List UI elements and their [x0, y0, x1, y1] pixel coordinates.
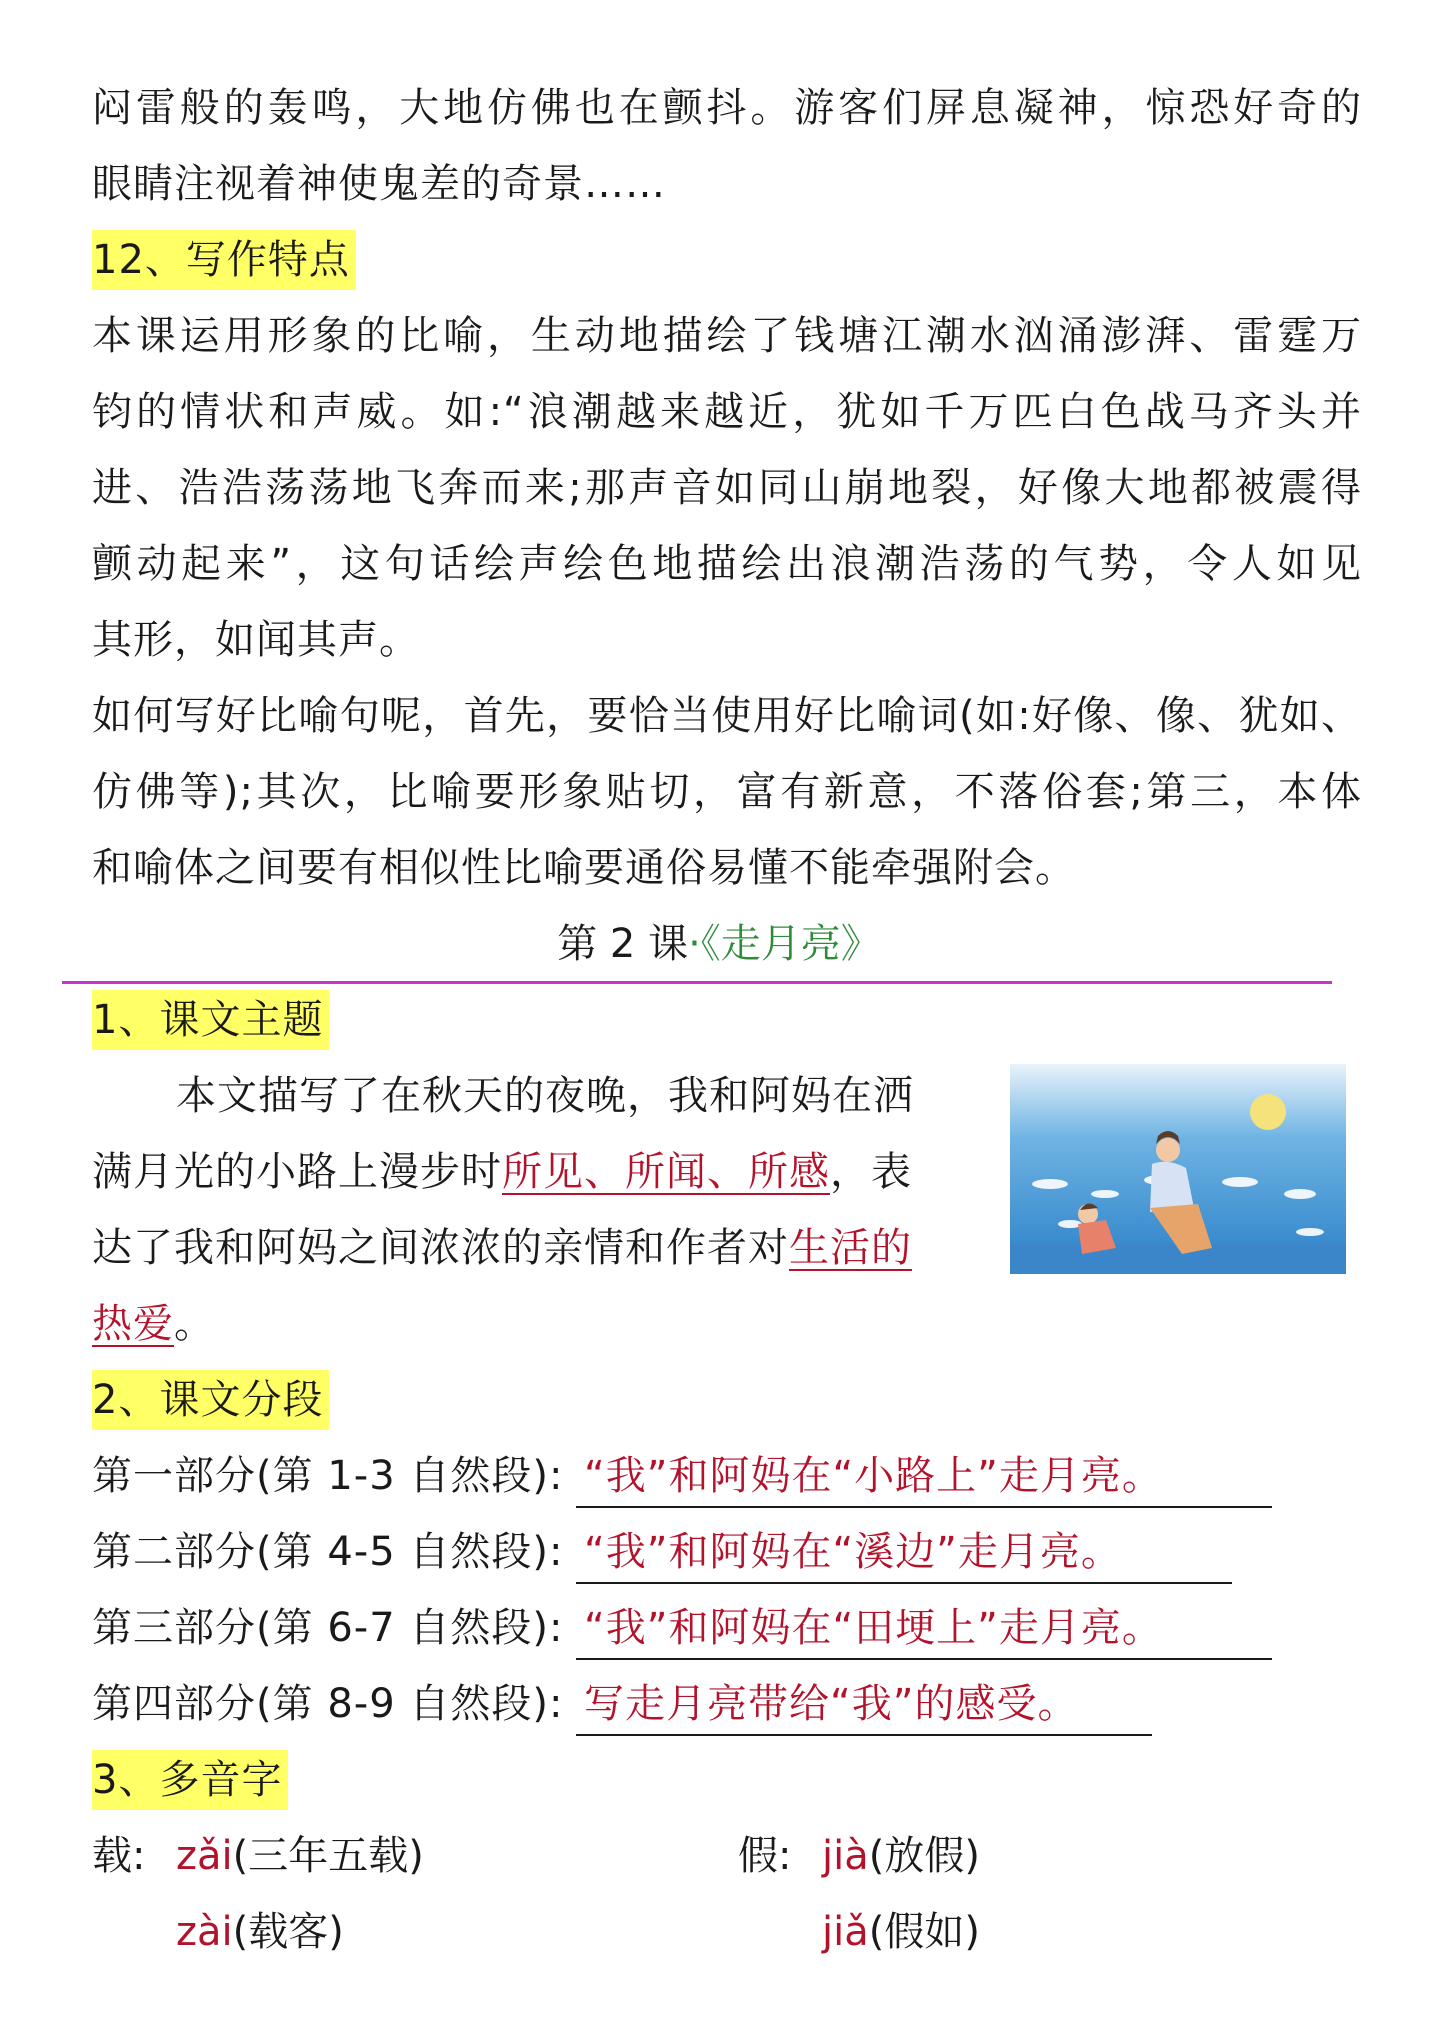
moon-icon — [1250, 1094, 1286, 1130]
theme-line-1: 本文描写了在秋天的夜晚，我和阿妈在洒 — [176, 1073, 914, 1119]
lesson-name: 《走月亮》 — [700, 921, 881, 967]
heading-highlight: 12、写作特点 — [92, 230, 356, 290]
segment-label: 第三部分(第 6-7 自然段): — [92, 1605, 564, 1651]
segment-answer: “我”和阿妈在“溪边”走月亮。 — [576, 1522, 1232, 1584]
pinyin: zǎi — [176, 1833, 233, 1879]
writing-para2-line: 和喻体之间要有相似性比喻要通俗易懂不能牵强附会。 — [92, 845, 1076, 891]
pinyin: jià — [822, 1833, 869, 1879]
segment-label: 第二部分(第 4-5 自然段): — [92, 1529, 564, 1575]
theme-line-2 — [92, 1134, 972, 1210]
answer-blank: 生活的 — [789, 1225, 912, 1271]
writing-para1-line: 本课运用形象的比喻，生动地描绘了钱塘江潮水汹涌澎湃、雷霆万 — [92, 313, 1362, 359]
polyphone-reading — [176, 1818, 424, 1894]
section-heading-writing — [92, 222, 1362, 298]
example-word: (载客) — [232, 1909, 344, 1955]
section-heading-theme — [92, 982, 1362, 1058]
segment-row — [92, 1666, 1362, 1742]
writing-para2-line: 如何写好比喻句呢，首先，要恰当使用好比喻词(如:好像、像、犹如、 — [92, 693, 1362, 739]
segment-answer: “我”和阿妈在“小路上”走月亮。 — [576, 1446, 1272, 1508]
theme-text: 达了我和阿妈之间浓浓的亲情和作者对 — [92, 1225, 789, 1271]
pinyin: zài — [176, 1909, 233, 1955]
writing-para1-line: 进、浩浩荡荡地飞奔而来;那声音如同山崩地裂，好像大地都被震得 — [92, 465, 1362, 511]
lesson-dot: · — [688, 921, 701, 967]
polyphone-char: 假: — [738, 1833, 792, 1879]
segment-row — [92, 1438, 1362, 1514]
answer-blank: 热爱 — [92, 1301, 174, 1347]
writing-para1-line: 颤动起来”，这句话绘声绘色地描绘出浪潮浩荡的气势，令人如见 — [92, 541, 1362, 587]
polyphone-reading — [822, 1818, 980, 1894]
theme-line-4 — [92, 1286, 1362, 1362]
theme-text: 满月光的小路上漫步时 — [92, 1149, 502, 1195]
section-heading-segments — [92, 1362, 1362, 1438]
writing-para1-line: 其形，如闻其声。 — [92, 617, 420, 663]
heading-highlight: 1、课文主题 — [92, 990, 329, 1050]
writing-para2-line: 仿佛等);其次，比喻要形象贴切，富有新意，不落俗套;第三，本体 — [92, 769, 1362, 815]
polyphone-char: 载: — [92, 1833, 146, 1879]
moon-walk-illustration — [1010, 1064, 1346, 1274]
example-word: (三年五载) — [232, 1833, 424, 1879]
segment-answer: “我”和阿妈在“田埂上”走月亮。 — [576, 1598, 1272, 1660]
answer-blank: 所见、所闻、所感 — [502, 1149, 830, 1195]
theme-text: ，表 — [830, 1149, 912, 1195]
segment-row — [92, 1514, 1362, 1590]
theme-line-3 — [92, 1210, 972, 1286]
section-heading-polyphones — [92, 1742, 1362, 1818]
segment-label: 第一部分(第 1-3 自然段): — [92, 1453, 564, 1499]
example-word: (放假) — [868, 1833, 980, 1879]
lesson-title — [0, 906, 1438, 982]
heading-highlight: 2、课文分段 — [92, 1370, 329, 1430]
prev-line-1: 闷雷般的轰鸣，大地仿佛也在颤抖。游客们屏息凝神，惊恐好奇的 — [92, 85, 1362, 131]
heading-highlight: 3、多音字 — [92, 1750, 288, 1810]
field-ground — [1010, 1244, 1346, 1274]
segment-row — [92, 1590, 1362, 1666]
polyphone-reading — [822, 1894, 980, 1970]
lesson-number: 第 2 课 — [557, 921, 689, 967]
prev-line-2: 眼睛注视着神使鬼差的奇景…… — [92, 161, 666, 207]
example-word: (假如) — [868, 1909, 980, 1955]
segment-answer: 写走月亮带给“我”的感受。 — [576, 1674, 1152, 1736]
pinyin: jiǎ — [822, 1909, 869, 1955]
theme-text: 。 — [174, 1301, 215, 1347]
writing-para1-line: 钧的情状和声威。如:“浪潮越来越近，犹如千万匹白色战马齐头并 — [92, 389, 1362, 435]
polyphone-reading — [176, 1894, 344, 1970]
segment-label: 第四部分(第 8-9 自然段): — [92, 1681, 564, 1727]
